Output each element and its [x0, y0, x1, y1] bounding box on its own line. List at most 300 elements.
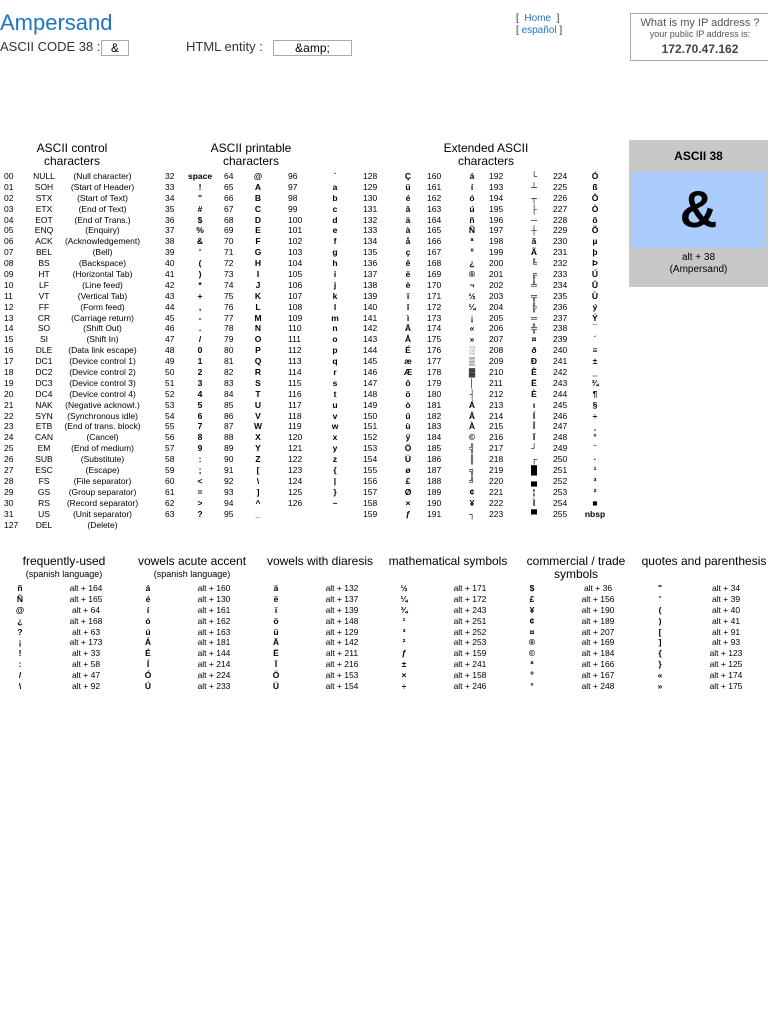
- char-cell: ½: [400, 583, 408, 593]
- table-row: [0, 520, 160, 531]
- char-cell: :: [18, 659, 22, 670]
- alt-code-cell: alt + 190: [581, 604, 615, 615]
- desc-cell: (File separator): [73, 475, 132, 486]
- group-column: [640, 555, 768, 692]
- code-cell: 83: [224, 377, 234, 388]
- ascii-38-title: ASCII 38: [674, 149, 723, 163]
- char-cell: Ý: [592, 312, 598, 323]
- code-cell: 18: [4, 367, 14, 378]
- char-cell: !: [18, 648, 22, 659]
- desc-cell: (End of Trans.): [74, 214, 131, 225]
- char-cell: 1: [197, 356, 203, 367]
- alt-code-cell: alt + 171: [453, 583, 487, 593]
- list-item: [384, 648, 512, 659]
- code-cell: 59: [165, 465, 175, 476]
- code-cell: 118: [288, 410, 302, 421]
- abbr-cell: BEL: [35, 247, 53, 258]
- code-cell: 213: [489, 399, 504, 410]
- char-cell: ■: [592, 497, 598, 508]
- char-cell: °: [593, 432, 597, 443]
- char-cell: Ø: [404, 486, 412, 497]
- list-item: [128, 648, 256, 659]
- code-cell: 35: [165, 203, 175, 214]
- table-row: [355, 411, 625, 422]
- code-cell: 42: [165, 279, 175, 290]
- ascii-38-box: [629, 140, 768, 287]
- table-row: [160, 378, 340, 389]
- list-item: [128, 605, 256, 616]
- char-cell: û: [405, 410, 411, 421]
- code-cell: 231: [553, 247, 568, 258]
- list-item: [384, 616, 512, 627]
- char-cell: y: [332, 443, 338, 454]
- table-row: [0, 313, 160, 324]
- code-cell: 41: [165, 269, 175, 280]
- char-cell: ½: [468, 290, 476, 301]
- char-cell: í: [146, 604, 150, 615]
- abbr-cell: FF: [38, 301, 50, 312]
- code-cell: 169: [427, 269, 442, 280]
- code-cell: 64: [224, 171, 234, 181]
- code-cell: 136: [363, 258, 378, 269]
- char-cell: 0: [197, 345, 203, 356]
- char-cell: Ñ: [468, 225, 476, 236]
- char-cell: &: [196, 236, 204, 247]
- char-cell: ð: [531, 345, 537, 356]
- extended-table: [355, 171, 625, 520]
- code-cell: 242: [553, 367, 568, 378]
- char-cell: d: [332, 214, 338, 225]
- list-item: [128, 637, 256, 648]
- char-cell: ý: [592, 301, 598, 312]
- char-cell: ¤: [529, 626, 535, 637]
- code-cell: 228: [553, 214, 568, 225]
- alt-code-cell: alt + 161: [197, 604, 231, 615]
- char-cell: x: [332, 432, 338, 443]
- char-cell: B: [254, 192, 262, 203]
- table-row: [160, 476, 340, 487]
- char-cell: Ê: [531, 367, 537, 378]
- char-cell: T: [255, 388, 261, 399]
- code-cell: 253: [553, 486, 568, 497]
- table-row: [160, 247, 340, 258]
- code-cell: 184: [427, 432, 442, 443]
- table-row: [355, 323, 625, 334]
- char-cell: ¼: [400, 593, 408, 604]
- char-cell: Ä: [272, 637, 280, 648]
- char-cell: »: [469, 334, 475, 345]
- char-cell: 7: [197, 421, 203, 432]
- char-cell: ³: [402, 626, 406, 637]
- char-cell: -: [198, 312, 202, 323]
- char-cell: Ö: [272, 670, 280, 681]
- char-cell: ö: [273, 615, 279, 626]
- code-cell: 56: [165, 432, 175, 443]
- code-cell: 145: [363, 356, 378, 367]
- code-cell: 141: [363, 312, 378, 323]
- abbr-cell: DLE: [35, 345, 53, 356]
- char-cell: ─: [530, 214, 538, 225]
- char-cell: á: [469, 171, 475, 181]
- code-cell: 123: [288, 465, 303, 476]
- char-cell: Ò: [591, 203, 599, 214]
- code-cell: 79: [224, 334, 234, 345]
- char-cell: ▓: [468, 367, 476, 378]
- code-cell: 87: [224, 421, 234, 432]
- home-link[interactable]: Home: [524, 13, 552, 24]
- char-cell: R: [254, 367, 262, 378]
- char-cell: ]: [658, 637, 662, 648]
- code-cell: 227: [553, 203, 568, 214]
- abbr-cell: HT: [38, 269, 50, 280]
- table-row: [0, 411, 160, 422]
- alt-code-cell: alt + 160: [197, 583, 231, 593]
- code-cell: 08: [4, 258, 14, 269]
- table-row: [0, 302, 160, 313]
- table-row: [0, 476, 160, 487]
- code-cell: 92: [224, 475, 234, 486]
- code-cell: 206: [489, 323, 504, 334]
- table-row: [355, 313, 625, 324]
- char-cell: Â: [468, 410, 476, 421]
- char-cell: »: [657, 681, 663, 692]
- char-cell: nbsp: [584, 508, 606, 519]
- alt-code-cell: alt + 211: [325, 648, 359, 659]
- code-cell: 196: [489, 214, 504, 225]
- table-row: [0, 465, 160, 476]
- char-cell: ü: [273, 626, 279, 637]
- char-cell: ¡: [18, 637, 22, 648]
- group-heading: [128, 555, 256, 583]
- char-cell: Ü: [404, 454, 412, 465]
- code-cell: 248: [553, 432, 568, 443]
- char-cell: q: [332, 356, 338, 367]
- alt-code-cell: alt + 64: [71, 604, 101, 615]
- char-cell: ¡: [470, 312, 474, 323]
- code-cell: 251: [553, 465, 568, 476]
- char-cell: ±: [592, 356, 598, 367]
- code-cell: 37: [165, 225, 175, 236]
- list-item: [640, 583, 768, 594]
- code-cell: 128: [363, 171, 378, 181]
- code-cell: 14: [4, 323, 14, 334]
- char-cell: M: [254, 312, 262, 323]
- char-cell: ╝: [468, 475, 476, 486]
- char-cell: ]: [256, 486, 260, 497]
- code-cell: 84: [224, 388, 234, 399]
- char-cell: §: [592, 399, 598, 410]
- char-cell: Ó: [591, 171, 599, 181]
- list-item: [512, 659, 640, 670]
- char-cell: ê: [405, 258, 411, 269]
- code-cell: 115: [288, 377, 302, 388]
- code-cell: 155: [363, 465, 378, 476]
- code-cell: 114: [288, 367, 302, 378]
- code-cell: 01: [4, 181, 14, 192]
- alt-code-cell: alt + 129: [325, 626, 359, 637]
- char-cell: 4: [197, 388, 203, 399]
- code-cell: 36: [165, 214, 175, 225]
- alt-code-cell: alt + 148: [325, 615, 359, 626]
- char-cell: ‗: [592, 367, 598, 378]
- char-cell: Ð: [530, 356, 538, 367]
- table-row: [0, 509, 160, 520]
- alt-code-cell: alt + 156: [581, 593, 615, 604]
- code-cell: 53: [165, 399, 175, 410]
- table-row: [0, 215, 160, 226]
- code-cell: 164: [427, 214, 442, 225]
- abbr-cell: EM: [37, 443, 51, 454]
- alt-code-cell: alt + 169: [581, 637, 615, 648]
- code-cell: 103: [288, 247, 303, 258]
- desc-cell: (Carriage return): [71, 312, 134, 323]
- char-cell: Ã: [530, 247, 538, 258]
- char-cell: ²: [593, 486, 597, 497]
- list-item: [128, 670, 256, 681]
- char-cell: ú: [469, 203, 475, 214]
- char-cell: ï: [274, 604, 278, 615]
- char-cell: ': [658, 593, 662, 604]
- char-cell: ,: [198, 301, 202, 312]
- code-cell: 95: [224, 508, 234, 519]
- code-cell: 131: [363, 203, 378, 214]
- char-cell: ó: [145, 615, 151, 626]
- list-item: [512, 670, 640, 681]
- list-item: [0, 637, 128, 648]
- code-cell: 153: [363, 443, 378, 454]
- char-cell: ¦: [532, 486, 536, 497]
- char-cell: ©: [528, 648, 536, 659]
- code-cell: 208: [489, 345, 504, 356]
- char-cell: Ú: [591, 269, 599, 280]
- char-cell: ▀: [530, 508, 538, 519]
- char-cell: S: [255, 377, 261, 388]
- char-cell: ┌: [530, 454, 538, 465]
- code-cell: 113: [288, 356, 302, 367]
- abbr-cell: SOH: [34, 181, 54, 192]
- char-cell: Q: [254, 356, 262, 367]
- code-cell: 19: [4, 377, 14, 388]
- code-cell: 22: [4, 410, 14, 421]
- list-item: [0, 583, 128, 594]
- alt-code-cell: alt + 34: [711, 583, 741, 593]
- char-cell: m: [331, 312, 339, 323]
- char-cell: ╚: [530, 258, 538, 269]
- ip-question: What is my IP address ?: [640, 17, 760, 29]
- code-cell: 116: [288, 388, 302, 399]
- desc-cell: (End of trans. block): [64, 421, 141, 432]
- ip-subtitle: your public IP address is:: [649, 29, 751, 39]
- code-cell: 241: [553, 356, 568, 367]
- code-cell: 166: [427, 236, 442, 247]
- char-cell: +: [197, 290, 203, 301]
- list-item: [640, 648, 768, 659]
- code-cell: 30: [4, 497, 14, 508]
- code-cell: 150: [363, 410, 378, 421]
- table-row: [0, 269, 160, 280]
- list-item: [0, 605, 128, 616]
- table-row: [160, 313, 340, 324]
- alt-code-cell: alt + 184: [581, 648, 615, 659]
- code-cell: 46: [165, 323, 175, 334]
- char-cell: ²: [402, 637, 406, 648]
- table-row: [355, 171, 625, 182]
- char-cell: ^: [255, 497, 261, 508]
- code-cell: 40: [165, 258, 175, 269]
- char-cell: \: [256, 475, 260, 486]
- list-item: [384, 681, 512, 692]
- char-cell: h: [332, 258, 338, 269]
- alt-code-cell: alt + 224: [197, 670, 231, 681]
- ascii-code-field[interactable]: &: [101, 40, 129, 56]
- desc-cell: (Negative acknowl.): [65, 399, 140, 410]
- code-cell: 77: [224, 312, 234, 323]
- code-cell: 168: [427, 258, 442, 269]
- list-item: [512, 583, 640, 594]
- char-cell: e: [332, 225, 338, 236]
- char-cell: {: [658, 648, 662, 659]
- code-cell: 55: [165, 421, 175, 432]
- alt-code-cell: alt + 125: [709, 659, 743, 670]
- code-cell: 187: [427, 465, 442, 476]
- code-cell: 221: [489, 486, 504, 497]
- char-cell: [: [658, 626, 662, 637]
- char-cell: ñ: [469, 214, 475, 225]
- code-cell: 99: [288, 203, 298, 214]
- table-row: [160, 182, 340, 193]
- code-cell: 172: [427, 301, 442, 312]
- char-cell: ã: [531, 236, 537, 247]
- char-cell: å: [405, 236, 411, 247]
- abbr-cell: NULL: [33, 171, 55, 181]
- code-cell: 125: [288, 486, 303, 497]
- char-cell: ▄: [530, 475, 538, 486]
- char-cell: ┼: [530, 225, 538, 236]
- table-row: [160, 225, 340, 236]
- list-item: [128, 583, 256, 594]
- groups-section: [0, 555, 768, 705]
- code-cell: 230: [553, 236, 568, 247]
- code-cell: 226: [553, 192, 568, 203]
- char-cell: °: [530, 681, 534, 692]
- char-cell: í: [470, 181, 474, 192]
- char-cell: <: [197, 475, 203, 486]
- char-cell: g: [332, 247, 338, 258]
- char-cell: Ä: [404, 323, 412, 334]
- list-item: [0, 648, 128, 659]
- code-cell: 28: [4, 475, 14, 486]
- list-item: [384, 659, 512, 670]
- list-item: [512, 648, 640, 659]
- table-row: [0, 443, 160, 454]
- list-item: [0, 616, 128, 627]
- char-cell: ¥: [469, 497, 475, 508]
- code-cell: 58: [165, 454, 175, 465]
- ampersand-glyph: &: [632, 172, 765, 248]
- char-cell: ?: [17, 626, 23, 637]
- abbr-cell: SI: [39, 334, 49, 345]
- group-heading: [384, 555, 512, 583]
- list-item: [0, 594, 128, 605]
- group-title: mathematical symbols: [388, 554, 508, 568]
- code-cell: 124: [288, 475, 303, 486]
- char-cell: «: [657, 670, 663, 681]
- html-entity-field[interactable]: &amp;: [273, 40, 352, 56]
- code-cell: 210: [489, 367, 504, 378]
- abbr-cell: RS: [38, 497, 50, 508]
- code-cell: 245: [553, 399, 568, 410]
- code-cell: 142: [363, 323, 378, 334]
- char-cell: space: [188, 171, 213, 181]
- code-cell: 151: [363, 421, 378, 432]
- table-row: [355, 476, 625, 487]
- code-cell: 15: [4, 334, 14, 345]
- char-cell: n: [332, 323, 338, 334]
- code-cell: 144: [363, 345, 378, 356]
- alt-code-cell: alt + 40: [711, 604, 741, 615]
- code-cell: 29: [4, 486, 14, 497]
- char-cell: ¹: [402, 615, 406, 626]
- abbr-cell: SO: [37, 323, 51, 334]
- code-cell: 178: [427, 367, 442, 378]
- espanol-link[interactable]: español: [521, 25, 557, 36]
- bracket-close: ]: [559, 25, 563, 36]
- desc-cell: (End of medium): [71, 443, 134, 454]
- desc-cell: (Cancel): [86, 432, 119, 443]
- char-cell: Ó: [144, 670, 152, 681]
- char-cell: ô: [405, 377, 411, 388]
- code-cell: 197: [489, 225, 504, 236]
- list-item: [640, 616, 768, 627]
- abbr-cell: CR: [37, 312, 51, 323]
- char-cell: ç: [405, 247, 411, 258]
- table-row: [160, 334, 340, 345]
- code-cell: 218: [489, 454, 504, 465]
- code-cell: 102: [288, 236, 303, 247]
- desc-cell: (Device control 2): [69, 367, 136, 378]
- table-row: [0, 487, 160, 498]
- desc-cell: (Device control 1): [69, 356, 136, 367]
- table-row: [160, 443, 340, 454]
- char-cell: Ì: [532, 497, 536, 508]
- char-cell: ~: [332, 497, 338, 508]
- code-cell: 143: [363, 334, 378, 345]
- table-row: [355, 367, 625, 378]
- char-cell: r: [333, 367, 337, 378]
- alt-code-cell: alt + 207: [581, 626, 615, 637]
- char-cell: >: [197, 497, 203, 508]
- alt-code-cell: alt + 132: [325, 583, 359, 593]
- alt-code-cell: alt + 233: [197, 681, 231, 692]
- table-row: [0, 247, 160, 258]
- code-cell: 247: [553, 421, 568, 432]
- code-cell: 07: [4, 247, 14, 258]
- char-cell: ×: [405, 497, 411, 508]
- alt-code-cell: alt + 165: [69, 593, 103, 604]
- code-cell: 17: [4, 356, 14, 367]
- char-cell: }: [333, 486, 337, 497]
- char-cell: ¤: [531, 334, 537, 345]
- desc-cell: (Start of Header): [70, 181, 135, 192]
- char-cell: 6: [197, 410, 203, 421]
- list-item: [128, 627, 256, 638]
- char-cell: t: [333, 388, 337, 399]
- code-cell: 211: [489, 377, 503, 388]
- alt-code-cell: alt + 167: [581, 670, 615, 681]
- desc-cell: (Vertical Tab): [77, 290, 128, 301]
- char-cell: ì: [406, 312, 410, 323]
- char-cell: Í: [146, 659, 150, 670]
